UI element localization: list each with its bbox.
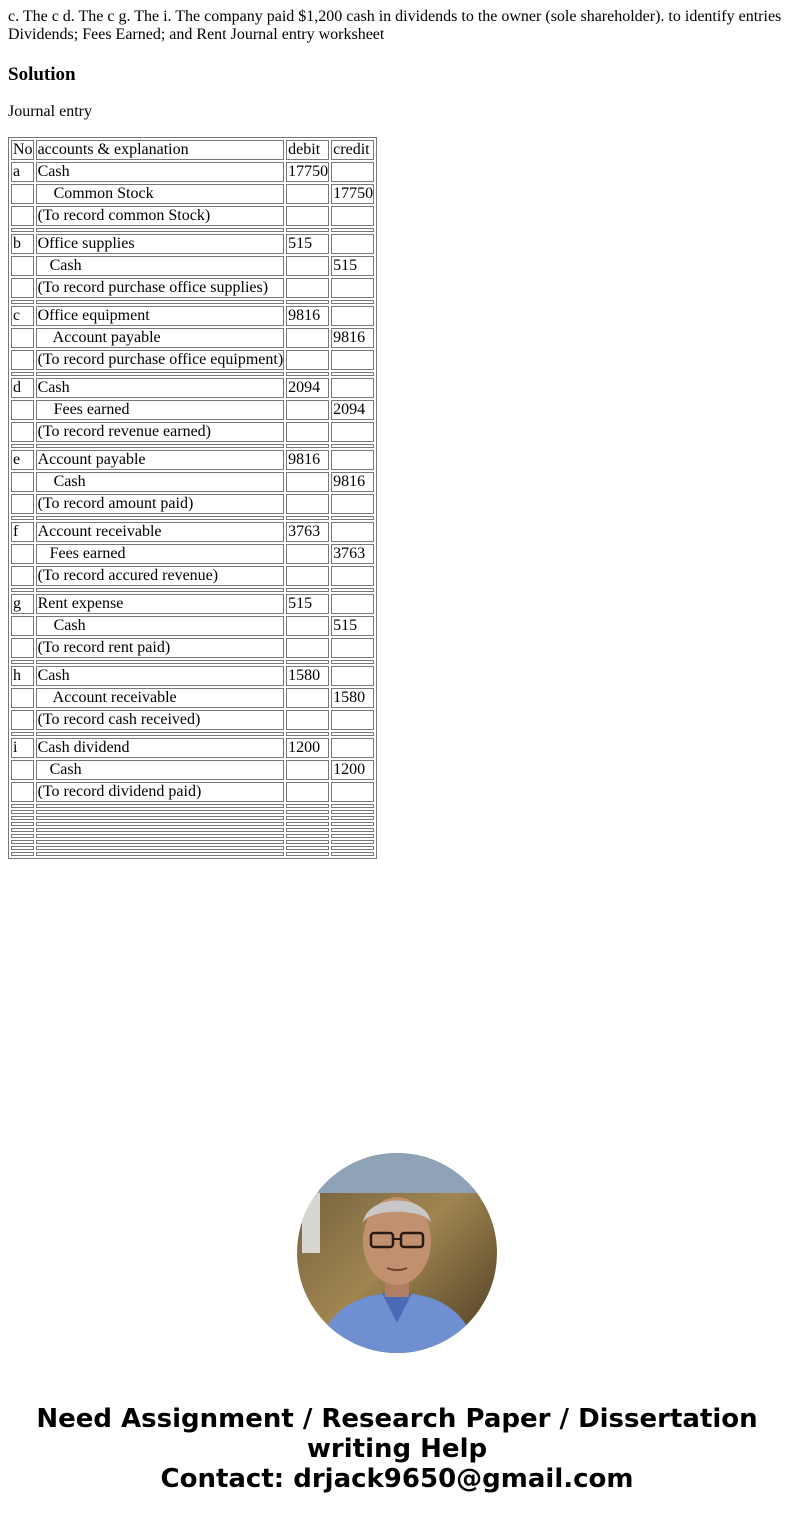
separator-row: [11, 852, 374, 856]
debit-amount: 1580: [286, 666, 329, 686]
debit-amount: 17750: [288, 163, 329, 180]
journal-entry-label: Journal entry: [8, 103, 92, 120]
separator-cell: [331, 804, 374, 808]
credit-account: Cash: [36, 256, 285, 276]
credit-empty: [331, 666, 374, 686]
separator-cell: [36, 816, 285, 820]
credit-account: Fees earned: [36, 544, 285, 564]
header-account: accounts & explanation: [36, 140, 285, 160]
empty-cell: [286, 782, 329, 802]
credit-account: Cash: [36, 472, 285, 492]
separator-cell: [286, 660, 329, 664]
table-row: [11, 162, 374, 182]
table-row: [11, 522, 374, 542]
separator-cell: [36, 828, 285, 832]
separator-cell: [36, 810, 285, 814]
empty-cell: [11, 688, 34, 708]
table-row: [11, 494, 374, 514]
separator-cell: [11, 228, 34, 232]
credit-account: Account receivable: [36, 688, 285, 708]
separator-cell: [286, 588, 329, 592]
separator-cell: [331, 372, 374, 376]
debit-account: Cash dividend: [36, 738, 285, 758]
separator-row: [11, 804, 374, 808]
empty-cell: [286, 710, 329, 730]
entry-no: c: [11, 306, 34, 326]
debit-account: Cash: [36, 666, 285, 686]
promo-line-1: Need Assignment / Research Paper / Dissertation: [36, 1404, 758, 1434]
empty-cell: [331, 566, 374, 586]
separator-cell: [286, 822, 329, 826]
table-row: [11, 710, 374, 730]
empty-cell: [331, 782, 374, 802]
separator-cell: [331, 300, 374, 304]
credit-empty: [331, 738, 374, 758]
table-row: [11, 400, 374, 420]
separator-row: [11, 228, 374, 232]
empty-cell: [11, 422, 34, 442]
credit-amount: 2094: [331, 400, 374, 420]
entry-explanation: (To record cash received): [36, 710, 285, 730]
separator-cell: [11, 816, 34, 820]
debit-account: Cash: [36, 162, 285, 182]
credit-account: Fees earned: [36, 400, 285, 420]
separator-cell: [11, 834, 34, 838]
separator-cell: [36, 516, 285, 520]
separator-cell: [286, 372, 329, 376]
separator-cell: [11, 846, 34, 850]
empty-cell: [286, 566, 329, 586]
separator-row: [11, 516, 374, 520]
credit-account: Cash: [36, 760, 285, 780]
empty-cell: [331, 638, 374, 658]
table-row: [11, 306, 374, 326]
empty-cell: [11, 328, 34, 348]
credit-amount: 515: [331, 616, 374, 636]
solution-title: Solution: [8, 64, 76, 85]
debit-empty: [286, 760, 329, 780]
separator-cell: [11, 516, 34, 520]
table-row: [11, 760, 374, 780]
separator-cell: [286, 840, 329, 844]
empty-cell: [11, 472, 34, 492]
debit-account: Office supplies: [36, 234, 285, 254]
empty-cell: [11, 616, 34, 636]
separator-cell: [286, 516, 329, 520]
credit-empty: [331, 450, 374, 470]
separator-row: [11, 810, 374, 814]
debit-empty: [286, 544, 329, 564]
separator-cell: [36, 840, 285, 844]
separator-row: [11, 732, 374, 736]
entry-explanation: (To record purchase office equipment): [37, 351, 284, 368]
separator-cell: [36, 846, 285, 850]
table-header-row: [11, 140, 374, 160]
table-row: [11, 566, 374, 586]
separator-cell: [11, 444, 34, 448]
separator-row: [11, 822, 374, 826]
table-row: [11, 234, 374, 254]
separator-cell: [11, 852, 34, 856]
separator-cell: [11, 660, 34, 664]
separator-cell: [331, 828, 374, 832]
empty-cell: [11, 184, 34, 204]
separator-cell: [331, 228, 374, 232]
separator-cell: [331, 816, 374, 820]
entry-no: h: [11, 666, 34, 686]
separator-cell: [286, 732, 329, 736]
header-credit: credit: [331, 140, 374, 160]
empty-cell: [11, 278, 34, 298]
separator-cell: [331, 840, 374, 844]
promo-banner: [0, 1404, 794, 1494]
credit-account: Cash: [36, 616, 285, 636]
separator-cell: [331, 588, 374, 592]
credit-amount: 3763: [331, 544, 374, 564]
empty-cell: [286, 206, 329, 226]
table-row: [11, 688, 374, 708]
separator-cell: [331, 852, 374, 856]
empty-cell: [11, 544, 34, 564]
separator-cell: [286, 816, 329, 820]
entry-no: b: [11, 234, 34, 254]
table-row: [11, 638, 374, 658]
question-text: c. The c d. The c g. The i. The company paid $1,200 cash in dividends to the owner (sole shareholder). to identify entries Dividends; Fees Earned; and Rent Journal entry worksheet: [8, 8, 782, 43]
debit-amount: 515: [286, 234, 329, 254]
entry-no: a: [11, 162, 34, 182]
empty-cell: [286, 350, 329, 370]
separator-cell: [36, 228, 285, 232]
empty-cell: [331, 350, 374, 370]
empty-cell: [11, 400, 34, 420]
journal-entry-table: [8, 137, 377, 859]
separator-cell: [286, 828, 329, 832]
separator-cell: [36, 444, 285, 448]
separator-row: [11, 816, 374, 820]
entry-explanation: (To record purchase office supplies): [36, 278, 285, 298]
empty-cell: [286, 494, 329, 514]
separator-cell: [36, 834, 285, 838]
separator-cell: [331, 660, 374, 664]
entry-explanation: (To record revenue earned): [36, 422, 285, 442]
credit-amount: 1580: [331, 688, 374, 708]
separator-cell: [11, 588, 34, 592]
empty-cell: [286, 638, 329, 658]
separator-row: [11, 372, 374, 376]
entry-explanation: (To record accured revenue): [36, 566, 285, 586]
empty-cell: [11, 638, 34, 658]
separator-cell: [36, 732, 285, 736]
empty-cell: [11, 566, 34, 586]
table-row: [11, 666, 374, 686]
separator-cell: [11, 300, 34, 304]
table-row: [11, 256, 374, 276]
separator-cell: [11, 372, 34, 376]
credit-account: Account payable: [36, 328, 285, 348]
debit-amount: 3763: [286, 522, 329, 542]
separator-cell: [11, 810, 34, 814]
separator-cell: [331, 810, 374, 814]
separator-cell: [286, 846, 329, 850]
empty-cell: [331, 278, 374, 298]
separator-cell: [11, 732, 34, 736]
debit-account: Account receivable: [36, 522, 285, 542]
separator-cell: [36, 588, 285, 592]
separator-cell: [36, 372, 285, 376]
table-row: [11, 328, 374, 348]
debit-empty: [286, 472, 329, 492]
debit-amount: 1200: [286, 738, 329, 758]
separator-cell: [36, 804, 285, 808]
entry-no: e: [11, 450, 34, 470]
separator-cell: [286, 300, 329, 304]
credit-empty: [331, 234, 374, 254]
separator-cell: [11, 828, 34, 832]
table-row: [11, 422, 374, 442]
header-debit: debit: [286, 140, 329, 160]
separator-cell: [286, 444, 329, 448]
table-row: [11, 350, 374, 370]
table-row: [11, 450, 374, 470]
separator-cell: [36, 822, 285, 826]
separator-cell: [331, 732, 374, 736]
table-row: [11, 278, 374, 298]
credit-empty: [331, 522, 374, 542]
separator-cell: [331, 444, 374, 448]
credit-account: Common Stock: [36, 184, 285, 204]
table-row: [11, 184, 374, 204]
promo-line-2: writing Help: [306, 1434, 488, 1464]
empty-cell: [11, 206, 34, 226]
separator-cell: [331, 516, 374, 520]
credit-amount: 9816: [331, 472, 374, 492]
table-row: [11, 616, 374, 636]
table-row: [11, 782, 374, 802]
separator-cell: [286, 810, 329, 814]
separator-cell: [36, 852, 285, 856]
separator-cell: [36, 660, 285, 664]
empty-cell: [11, 782, 34, 802]
empty-cell: [331, 206, 374, 226]
separator-cell: [11, 822, 34, 826]
debit-amount: 9816: [286, 306, 329, 326]
empty-cell: [11, 256, 34, 276]
empty-cell: [331, 422, 374, 442]
separator-cell: [36, 300, 285, 304]
credit-amount: 1200: [331, 760, 374, 780]
debit-empty: [286, 688, 329, 708]
empty-cell: [286, 422, 329, 442]
empty-cell: [11, 350, 34, 370]
debit-account: Account payable: [36, 450, 285, 470]
separator-cell: [286, 804, 329, 808]
separator-row: [11, 444, 374, 448]
empty-cell: [11, 760, 34, 780]
table-row: [11, 594, 374, 614]
credit-empty: [331, 378, 374, 398]
table-row: [11, 206, 374, 226]
debit-empty: [286, 184, 329, 204]
entry-explanation: (To record common Stock): [36, 206, 285, 226]
separator-cell: [11, 804, 34, 808]
separator-cell: [286, 852, 329, 856]
credit-empty: [331, 594, 374, 614]
debit-account: Office equipment: [36, 306, 285, 326]
credit-empty: [331, 306, 374, 326]
table-row: [11, 738, 374, 758]
header-no: No: [13, 141, 33, 158]
debit-empty: [286, 616, 329, 636]
debit-amount: 9816: [286, 450, 329, 470]
entry-no: g: [11, 594, 34, 614]
debit-amount: 515: [286, 594, 329, 614]
empty-cell: [286, 278, 329, 298]
separator-cell: [331, 834, 374, 838]
table-row: [11, 544, 374, 564]
separator-cell: [331, 822, 374, 826]
debit-empty: [286, 328, 329, 348]
separator-cell: [286, 228, 329, 232]
separator-row: [11, 834, 374, 838]
separator-row: [11, 846, 374, 850]
promo-line-3: Contact: drjack9650@gmail.com: [160, 1464, 634, 1494]
entry-explanation: (To record rent paid): [36, 638, 285, 658]
separator-row: [11, 660, 374, 664]
credit-empty: [331, 162, 374, 182]
separator-row: [11, 840, 374, 844]
separator-cell: [11, 840, 34, 844]
entry-no: i: [11, 738, 34, 758]
credit-amount: 9816: [331, 328, 374, 348]
entry-explanation: (To record amount paid): [36, 494, 285, 514]
debit-amount: 2094: [286, 378, 329, 398]
empty-cell: [11, 494, 34, 514]
author-photo: [297, 1153, 497, 1353]
separator-cell: [331, 846, 374, 850]
separator-row: [11, 300, 374, 304]
separator-row: [11, 828, 374, 832]
table-row: [11, 472, 374, 492]
entry-explanation: (To record dividend paid): [36, 782, 285, 802]
separator-cell: [286, 834, 329, 838]
debit-account: Cash: [36, 378, 285, 398]
empty-cell: [331, 710, 374, 730]
debit-empty: [286, 256, 329, 276]
empty-cell: [11, 710, 34, 730]
credit-amount: 17750: [333, 185, 374, 202]
entry-no: d: [11, 378, 34, 398]
credit-amount: 515: [331, 256, 374, 276]
debit-account: Rent expense: [36, 594, 285, 614]
author-avatar: [297, 1153, 497, 1353]
table-row: [11, 378, 374, 398]
empty-cell: [331, 494, 374, 514]
separator-row: [11, 588, 374, 592]
debit-empty: [286, 400, 329, 420]
entry-no: f: [11, 522, 34, 542]
